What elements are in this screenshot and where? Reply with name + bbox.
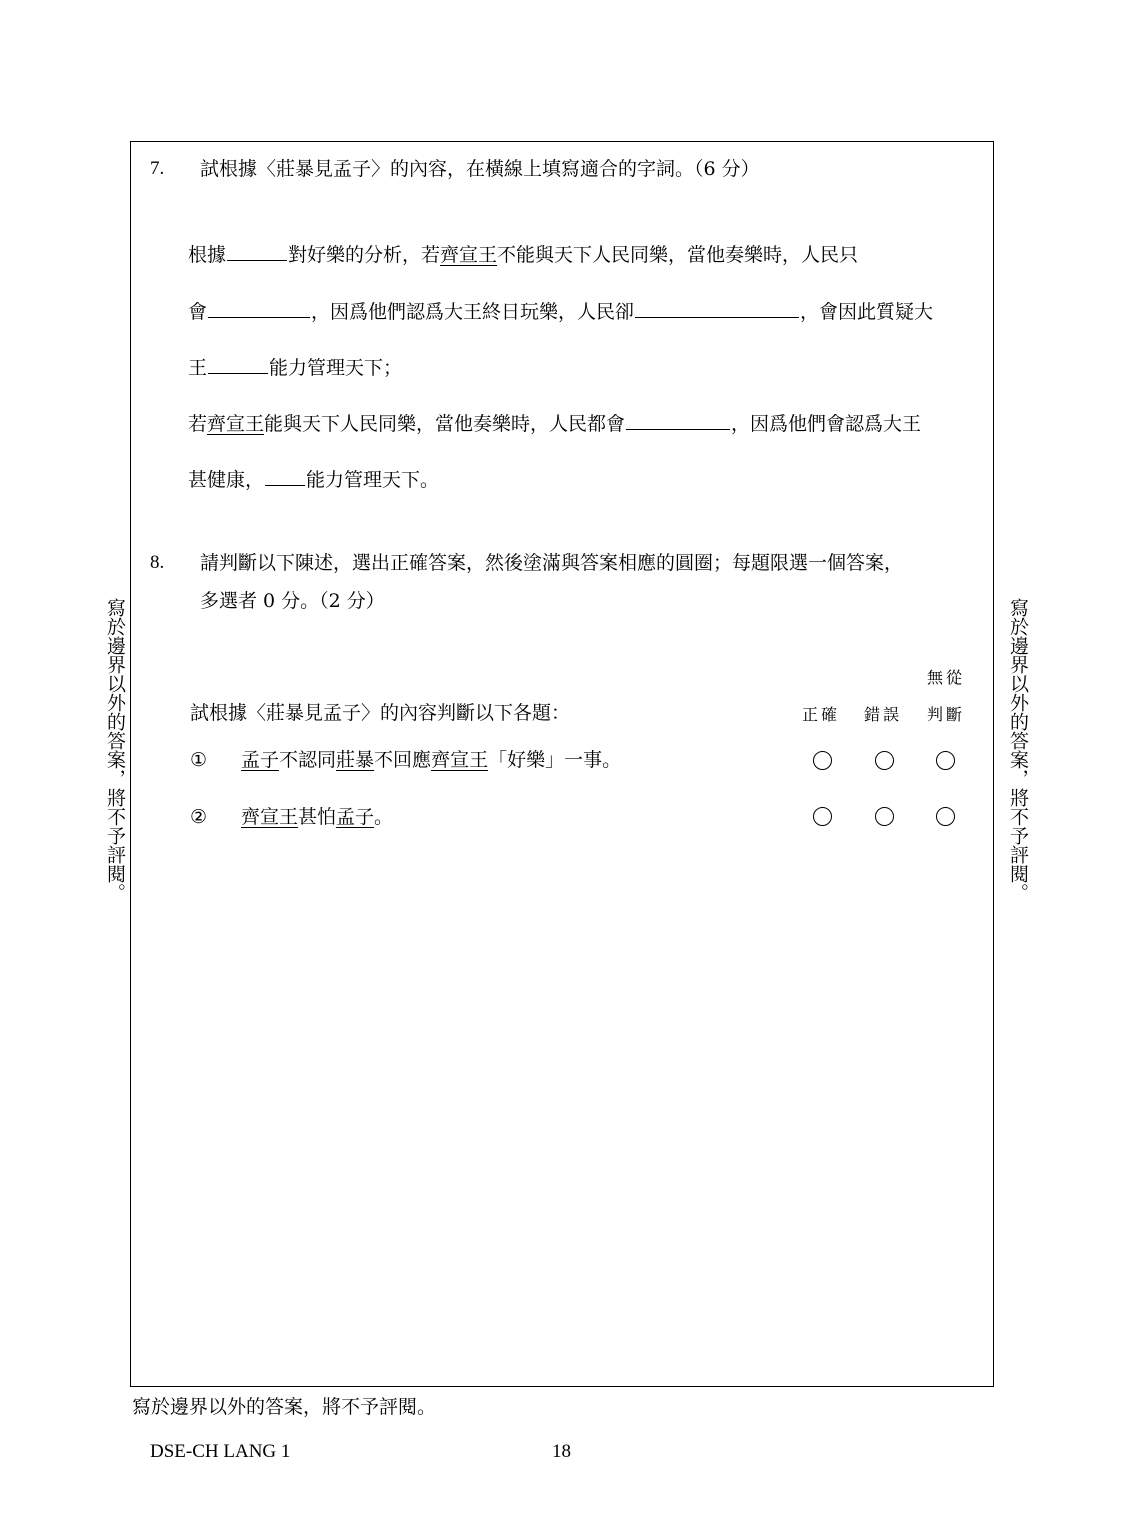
q7-line-4	[188, 411, 921, 436]
bottom-margin-notice: 寫於邊界以外的答案，將不予評閱。	[132, 1396, 437, 1418]
answer-blank[interactable]	[227, 242, 287, 261]
proper-name: 齊宣王	[241, 806, 299, 828]
answer-bubble-unknown[interactable]	[936, 751, 955, 770]
answer-blank[interactable]	[265, 467, 305, 486]
proper-name: 齊宣王	[440, 244, 498, 266]
q7-text: 甚健康，	[188, 469, 265, 491]
answer-bubble-unknown[interactable]	[936, 807, 955, 826]
statement-2	[241, 805, 393, 829]
proper-name: 齊宣王	[207, 413, 265, 435]
statement-text: 不認同	[279, 749, 337, 771]
q8-table-intro: 試根據〈莊暴見孟子〉的內容判斷以下各題：	[190, 702, 571, 724]
q7-text: 不能與天下人民同樂，當他奏樂時，人民只	[497, 244, 859, 266]
answer-bubble-wrong[interactable]	[875, 751, 894, 770]
q8-number: 8.	[150, 552, 165, 573]
statement-text: 不回應	[374, 749, 432, 771]
q7-text: 能與天下人民同樂，當他奏樂時，人民都會	[264, 413, 626, 435]
proper-name: 齊宣王	[431, 749, 489, 771]
paper-code: DSE-CH LANG 1	[150, 1441, 291, 1462]
q7-number: 7.	[150, 158, 165, 179]
proper-name: 孟子	[241, 749, 280, 771]
answer-bubble-wrong[interactable]	[875, 807, 894, 826]
proper-name: 孟子	[336, 806, 375, 828]
col-header-wrong: 錯誤	[864, 705, 903, 724]
statement-text: 。	[374, 806, 394, 828]
statement-1	[241, 748, 621, 772]
col-header-correct: 正確	[802, 705, 841, 724]
answer-blank[interactable]	[208, 355, 268, 374]
q7-text: ，因爲他們認爲大王終日玩樂，人民卻	[311, 301, 635, 323]
q7-prompt: 試根據〈莊暴見孟子〉的內容，在橫線上填寫適合的字詞。（6 分）	[200, 158, 760, 180]
item-marker: ②	[190, 806, 208, 828]
q7-text: 若	[188, 413, 208, 435]
answer-blank[interactable]	[208, 299, 310, 318]
answer-bubble-correct[interactable]	[813, 807, 832, 826]
statement-text: 「好樂」一事。	[488, 749, 622, 771]
q7-text: ，會因此質疑大	[800, 301, 934, 323]
q7-line-2	[188, 299, 933, 324]
q7-line-3	[188, 355, 402, 380]
answer-blank[interactable]	[626, 411, 730, 430]
page-number: 18	[552, 1441, 571, 1462]
col-header-unknown-top: 無從	[927, 668, 966, 687]
q7-text: ，因爲他們會認爲大王	[731, 413, 922, 435]
statement-text: 甚怕	[298, 806, 337, 828]
left-margin-notice: 寫於邊界以外的答案，將不予評閱。	[104, 598, 126, 902]
q7-text: 能力管理天下；	[269, 357, 403, 379]
item-marker: ①	[190, 749, 208, 771]
col-header-unknown-bottom: 判斷	[927, 705, 966, 724]
q7-text: 會	[188, 301, 208, 323]
q7-text: 對好樂的分析，若	[288, 244, 441, 266]
q7-line-5	[188, 467, 439, 492]
q7-line-1	[188, 242, 858, 267]
q7-text: 能力管理天下。	[306, 469, 440, 491]
proper-name: 莊暴	[336, 749, 375, 771]
q8-prompt-line-2: 多選者 0 分。（2 分）	[200, 590, 385, 612]
answer-blank[interactable]	[635, 299, 799, 318]
answer-bubble-correct[interactable]	[813, 751, 832, 770]
q8-prompt-line-1: 請判斷以下陳述，選出正確答案，然後塗滿與答案相應的圓圈；每題限選一個答案，	[200, 552, 904, 574]
q7-text: 根據	[188, 244, 227, 266]
q7-text: 王	[188, 357, 208, 379]
right-margin-notice: 寫於邊界以外的答案，將不予評閱。	[1007, 598, 1029, 902]
